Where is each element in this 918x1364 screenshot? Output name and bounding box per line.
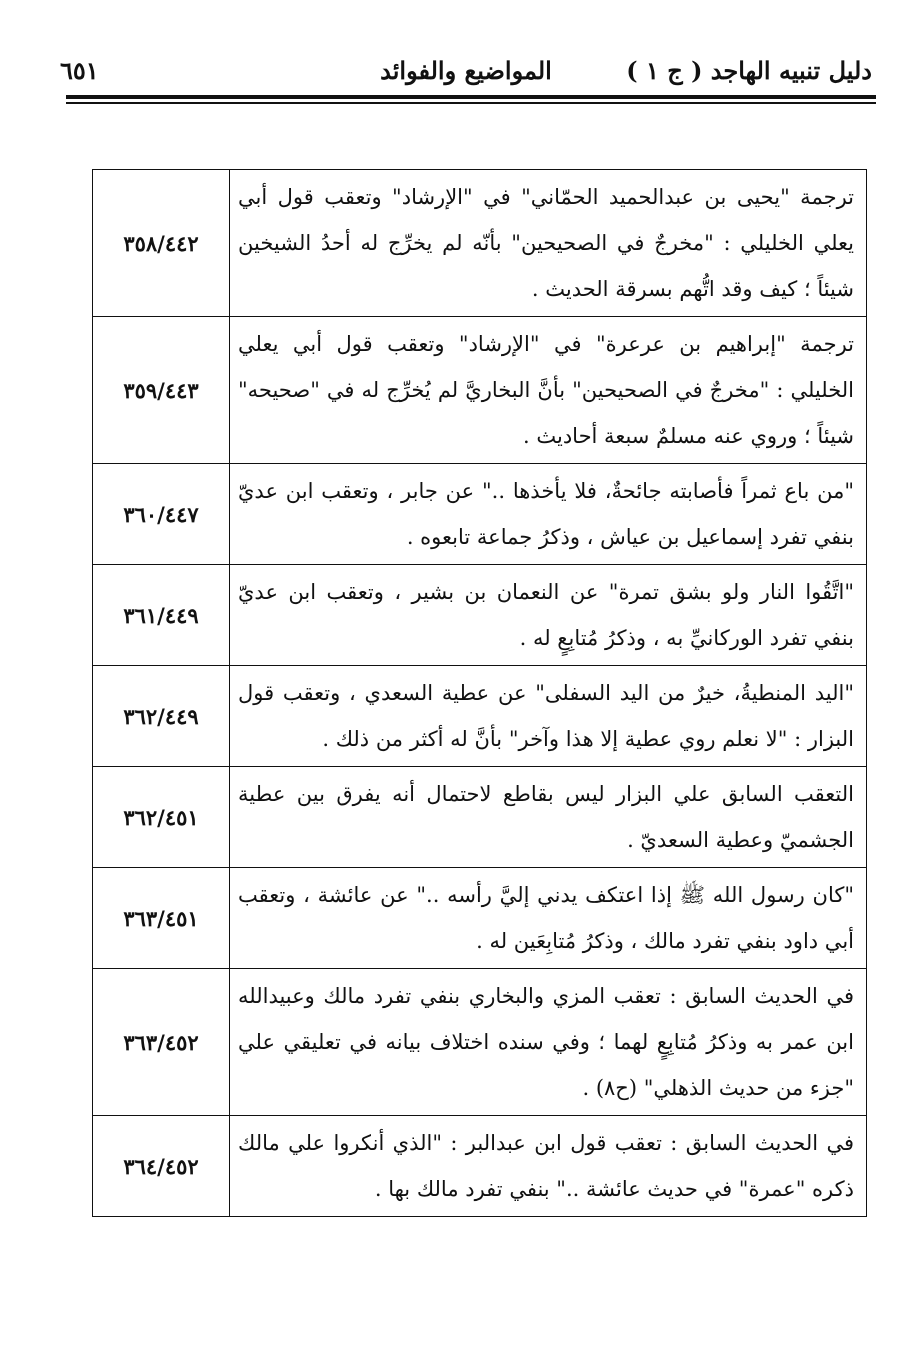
- entry-reference: ٣٥٨/٤٤٢: [93, 170, 230, 317]
- table-row: [93, 170, 867, 317]
- entry-reference: ٣٦٤/٤٥٢: [93, 1116, 230, 1217]
- entry-text: "اليد المنطيةُ، خيرٌ من اليد السفلى" عن عطية السعدي ، وتعقب قول البزار : "لا نعلم روي عطية إلا هذا وآخر" بأنَّ له أكثر من ذلك .: [230, 666, 867, 767]
- entry-reference: ٣٦٣/٤٥٢: [93, 969, 230, 1116]
- page-number: ٦٥١: [60, 56, 99, 85]
- table-row: [93, 767, 867, 868]
- entry-text: "اتَّقُوا النار ولو بشق تمرة" عن النعمان بن بشير ، وتعقب ابن عديّ بنفي تفرد الوركانيِّ به ، وذكرُ مُتابِعٍ له .: [230, 565, 867, 666]
- entry-reference: ٣٦٢/٤٤٩: [93, 666, 230, 767]
- entry-text: التعقب السابق علي البزار ليس بقاطع لاحتمال أنه يفرق بين عطية الجشميّ وعطية السعديّ .: [230, 767, 867, 868]
- table-row: [93, 868, 867, 969]
- entry-text: ترجمة "إبراهيم بن عرعرة" في "الإرشاد" وتعقب قول أبي يعلي الخليلي : "مخرجٌ في الصحيحين" بأنَّ البخاريَّ لم يُخرِّج له في "صحيحه" شيئاً ؛ وروي عنه مسلمٌ سبعة أحاديث .: [230, 317, 867, 464]
- table-row: [93, 969, 867, 1116]
- table-row: [93, 464, 867, 565]
- entry-reference: ٣٦٢/٤٥١: [93, 767, 230, 868]
- table-row: [93, 1116, 867, 1217]
- entry-text: ترجمة "يحيى بن عبدالحميد الحمّاني" في "الإرشاد" وتعقب قول أبي يعلي الخليلي : "مخرجٌ في الصحيحين" بأنّه لم يخرِّج له أحدُ الشيخين شيئاً ؛ كيف وقد اتُّهم بسرقة الحديث .: [230, 170, 867, 317]
- book-title: دليل تنبيه الهاجد ( ج ١ ): [626, 56, 872, 85]
- header-rule-thick: [66, 95, 876, 99]
- table-row: [93, 317, 867, 464]
- table-row: [93, 666, 867, 767]
- section-title: المواضيع والفوائد: [380, 56, 552, 85]
- entry-reference: ٣٥٩/٤٤٣: [93, 317, 230, 464]
- header-rule-thin: [66, 102, 876, 104]
- page-header: [60, 52, 872, 92]
- index-table: [92, 169, 867, 1217]
- entry-reference: ٣٦٠/٤٤٧: [93, 464, 230, 565]
- entry-text: "كان رسول الله ﷺ إذا اعتكف يدني إليَّ رأسه .." عن عائشة ، وتعقب أبي داود بنفي تفرد مالك ، وذكرُ مُتابِعَين له .: [230, 868, 867, 969]
- entry-reference: ٣٦٣/٤٥١: [93, 868, 230, 969]
- table-row: [93, 565, 867, 666]
- entry-text: "من باع ثمراً فأصابته جائحةٌ، فلا يأخذها .." عن جابر ، وتعقب ابن عديّ بنفي تفرد إسماعيل بن عياش ، وذكرُ جماعة تابعوه .: [230, 464, 867, 565]
- entry-reference: ٣٦١/٤٤٩: [93, 565, 230, 666]
- entry-text: في الحديث السابق : تعقب المزي والبخاري بنفي تفرد مالك وعبيدالله ابن عمر به وذكرُ مُتابِعٍ لهما ؛ وفي سنده اختلاف بيانه في تعليقي علي "جزء من حديث الذهلي" (ح٨) .: [230, 969, 867, 1116]
- entry-text: في الحديث السابق : تعقب قول ابن عبدالبر : "الذي أنكروا علي مالك ذكره "عمرة" في حديث عائشة .." بنفي تفرد مالك بها .: [230, 1116, 867, 1217]
